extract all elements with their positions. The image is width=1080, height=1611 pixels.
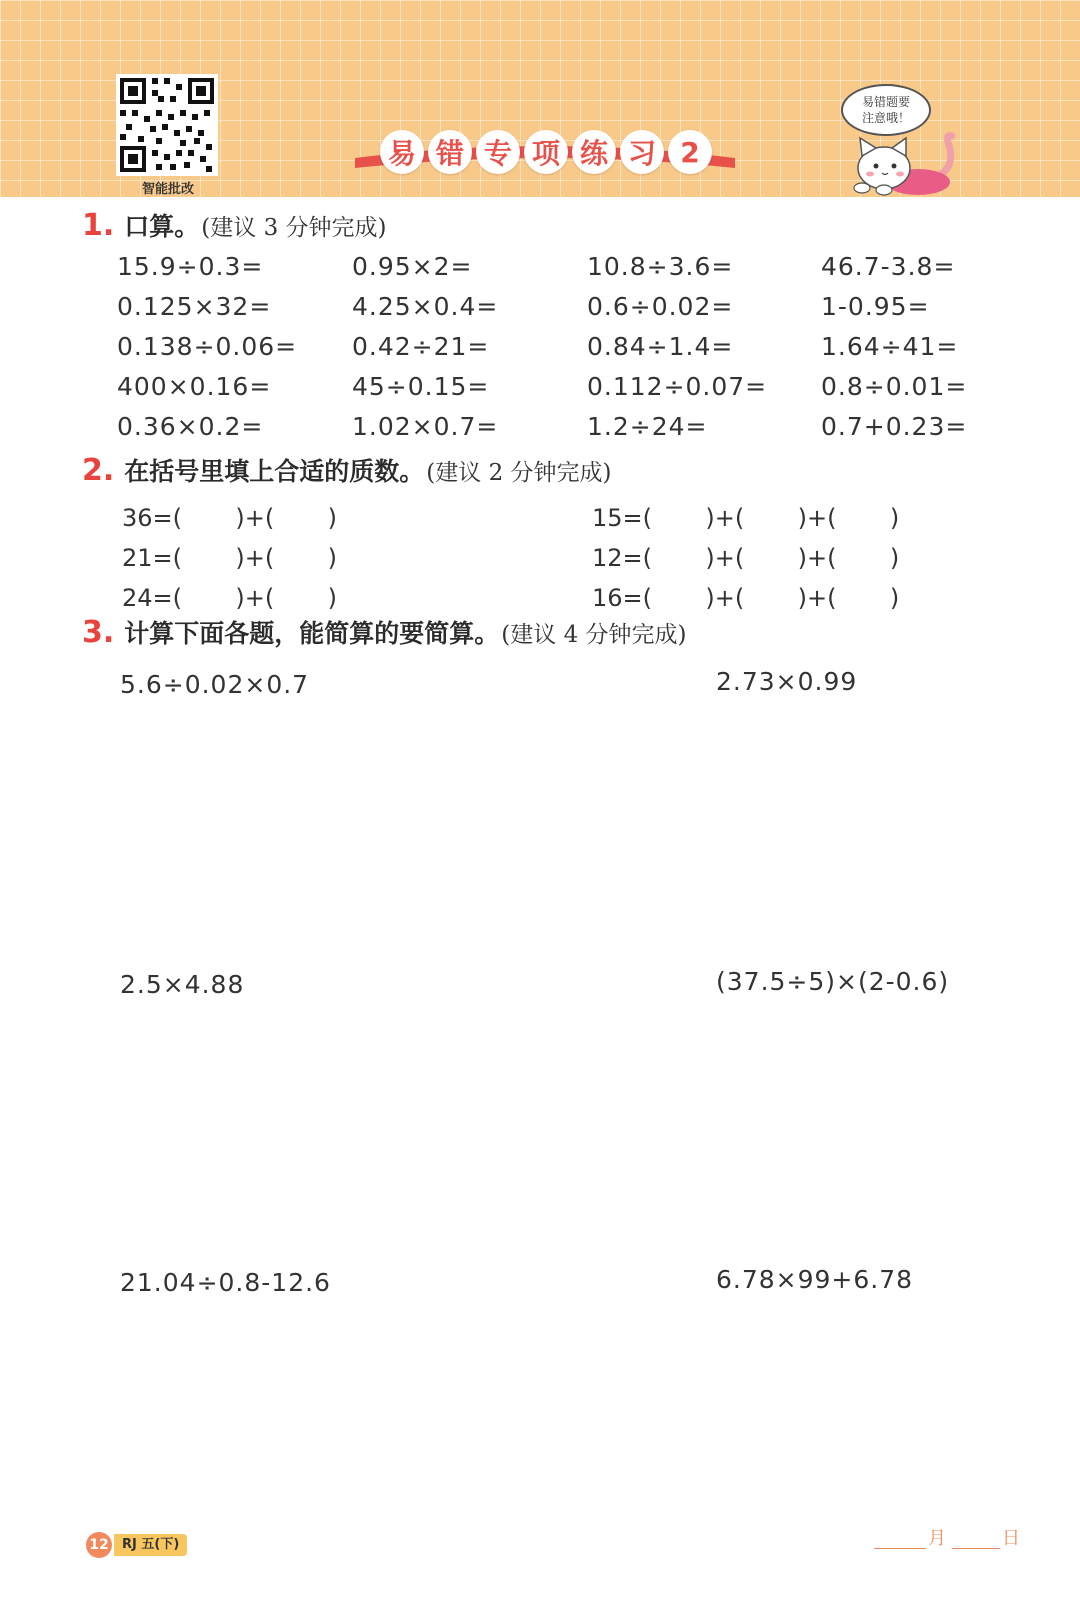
math-item: 1.64÷41= [821,332,959,361]
qr-code-icon [116,74,218,176]
math-item: 1.02×0.7= [352,412,499,441]
math-item: 45÷0.15= [352,372,490,401]
bubble-line: 注意哦！ [861,111,910,125]
math-item: 0.36×0.2= [117,412,264,441]
math-item: 0.6÷0.02= [587,292,734,321]
title-char: 项 [524,130,568,174]
section-title: 计算下面各题，能简算的要简算。 [124,619,500,648]
prime-fill-grid [122,503,972,613]
math-item: 15.9÷0.3= [117,252,264,281]
section-title: 在括号里填上合适的质数。 [124,457,425,486]
section-number: 3. [82,615,115,650]
section-3-heading [82,614,687,650]
section-hint: (建议 4 分钟完成) [501,622,687,648]
section-title: 口算。 [124,212,200,241]
title-char: 2 [668,130,712,174]
calc-problem: 2.73×0.99 [716,667,858,696]
qr-code[interactable] [116,74,218,176]
math-item: 4.25×0.4= [352,292,499,321]
math-item: 46.7-3.8= [821,252,956,281]
math-item: 10.8÷3.6= [587,252,734,281]
prime-blank-item[interactable]: 12=( )+( )+( ) [592,544,900,572]
page-number: 12 [86,1532,112,1558]
math-item: 0.125×32= [117,292,272,321]
calc-problem: 2.5×4.88 [120,970,245,999]
cat-mascot-icon [848,132,966,196]
prime-blank-item[interactable]: 15=( )+( )+( ) [592,504,900,532]
month-blank[interactable] [874,1548,926,1549]
math-item: 400×0.16= [117,372,272,401]
calc-problem: 21.04÷0.8-12.6 [120,1268,331,1297]
grade-label: RJ 五(下) [114,1534,187,1556]
title-char: 习 [620,130,664,174]
section-number: 1. [82,208,115,243]
prime-blank-item[interactable]: 24=( )+( ) [122,584,338,612]
math-item: 1-0.95= [821,292,930,321]
speech-bubble [841,84,931,136]
math-item: 0.112÷0.07= [587,372,768,401]
prime-blank-item[interactable]: 21=( )+( ) [122,544,338,572]
title-char: 练 [572,130,616,174]
section-1-heading [82,207,387,243]
section-2-heading [82,452,612,488]
title-char: 易 [380,130,424,174]
math-item: 0.138÷0.06= [117,332,298,361]
calc-problem: 5.6÷0.02×0.7 [120,670,310,699]
day-blank[interactable] [952,1548,1000,1549]
section-hint: (建议 2 分钟完成) [426,460,612,486]
title-char: 错 [428,130,472,174]
title-char: 专 [476,130,520,174]
section-number: 2. [82,453,115,488]
page-title [380,130,712,178]
day-label: 日 [1002,1528,1020,1549]
month-label: 月 [928,1528,946,1549]
math-item: 0.42÷21= [352,332,490,361]
math-item: 0.95×2= [352,252,473,281]
math-item: 1.2÷24= [587,412,708,441]
qr-caption: 智能批改 [141,182,194,197]
calc-problem: (37.5÷5)×(2-0.6) [716,967,950,996]
prime-blank-item[interactable]: 16=( )+( )+( ) [592,584,900,612]
math-item: 0.84÷1.4= [587,332,734,361]
math-item: 0.7+0.23= [821,412,968,441]
calc-problem: 6.78×99+6.78 [716,1265,914,1294]
bubble-line: 易错题要 [861,95,910,109]
mental-math-grid [117,252,1021,442]
prime-blank-item[interactable]: 36=( )+( ) [122,504,338,532]
math-item: 0.8÷0.01= [821,372,968,401]
section-hint: (建议 3 分钟完成) [201,215,387,241]
